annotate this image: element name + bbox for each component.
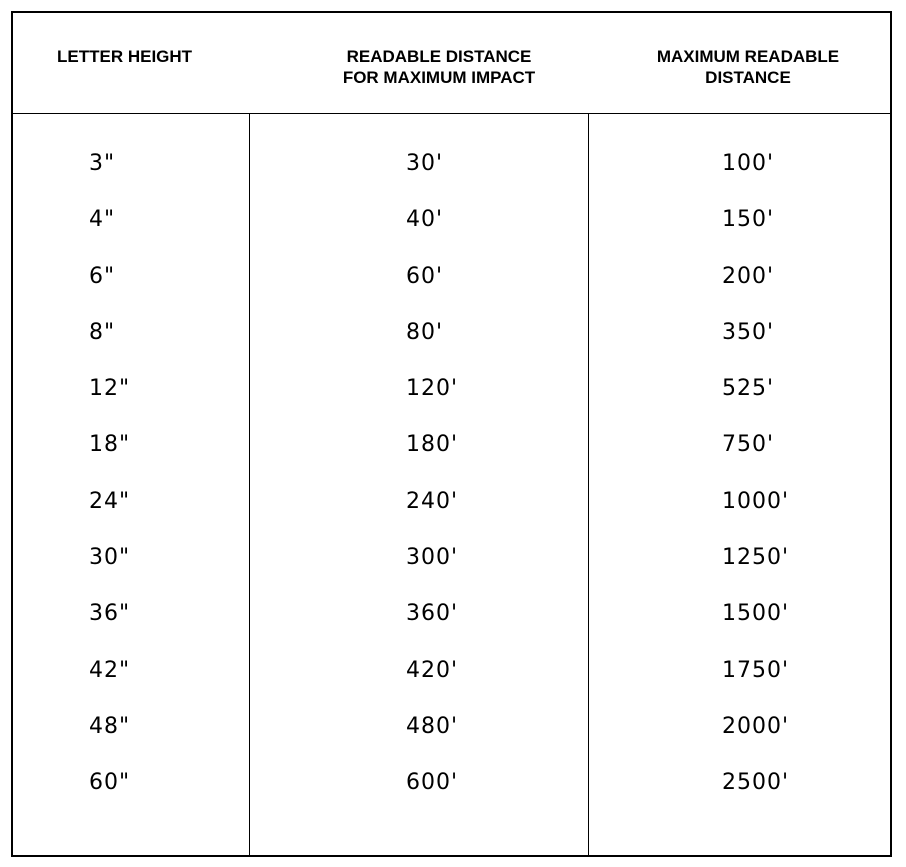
letter-height-cell: 36" [89,601,131,627]
maximum-readable-distance-cell: 525' [722,376,775,402]
letter-height-cell: 8" [89,319,116,345]
maximum-readable-distance-cell: 2000' [722,713,790,739]
maximum-readable-distance-cell: 750' [722,432,775,458]
maximum-readable-distance-cell: 350' [722,319,775,345]
readable-distance-column [406,144,458,820]
maximum-readable-distance-cell: 2500' [722,770,790,796]
readable-distance-cell: 40' [406,207,444,233]
column-divider [588,114,589,855]
maximum-readable-distance-cell: 150' [722,207,775,233]
letter-height-cell: 30" [89,545,131,571]
column-divider [249,114,250,855]
maximum-readable-distance-cell: 200' [722,263,775,289]
letter-height-cell: 24" [89,488,131,514]
header-letter-height: LETTER HEIGHT [57,47,193,66]
readable-distance-cell: 600' [406,770,459,796]
letter-height-cell: 12" [89,376,131,402]
readable-distance-cell: 120' [406,376,459,402]
maximum-readable-distance-cell: 1500' [722,601,790,627]
maximum-readable-distance-cell: 1000' [722,488,790,514]
readable-distance-cell: 420' [406,657,459,683]
header-maximum-readable-distance: MAXIMUM READABLE DISTANCE [656,47,840,87]
letter-height-cell: 6" [89,263,116,289]
letter-height-cell: 42" [89,657,131,683]
header-readable-distance: READABLE DISTANCE FOR MAXIMUM IMPACT [342,47,536,87]
readable-distance-cell: 30' [406,151,444,176]
maximum-readable-distance-column [722,144,789,820]
letter-height-cell: 48" [89,713,131,739]
readable-distance-cell: 80' [406,319,444,345]
letter-height-cell: 60" [89,770,131,796]
table-header-row [13,13,890,114]
readable-distance-cell: 300' [406,545,459,571]
readable-distance-cell: 60' [406,263,444,289]
readable-distance-cell: 360' [406,601,459,627]
letter-height-cell: 3" [89,151,116,176]
letter-height-cell: 4" [89,207,116,233]
maximum-readable-distance-cell: 1250' [722,545,790,571]
letter-height-table [11,11,892,857]
readable-distance-cell: 240' [406,488,459,514]
readable-distance-cell: 480' [406,713,459,739]
letter-height-cell: 18" [89,432,131,458]
maximum-readable-distance-cell: 100' [722,151,775,176]
readable-distance-cell: 180' [406,432,459,458]
maximum-readable-distance-cell: 1750' [722,657,790,683]
letter-height-column [89,144,130,820]
